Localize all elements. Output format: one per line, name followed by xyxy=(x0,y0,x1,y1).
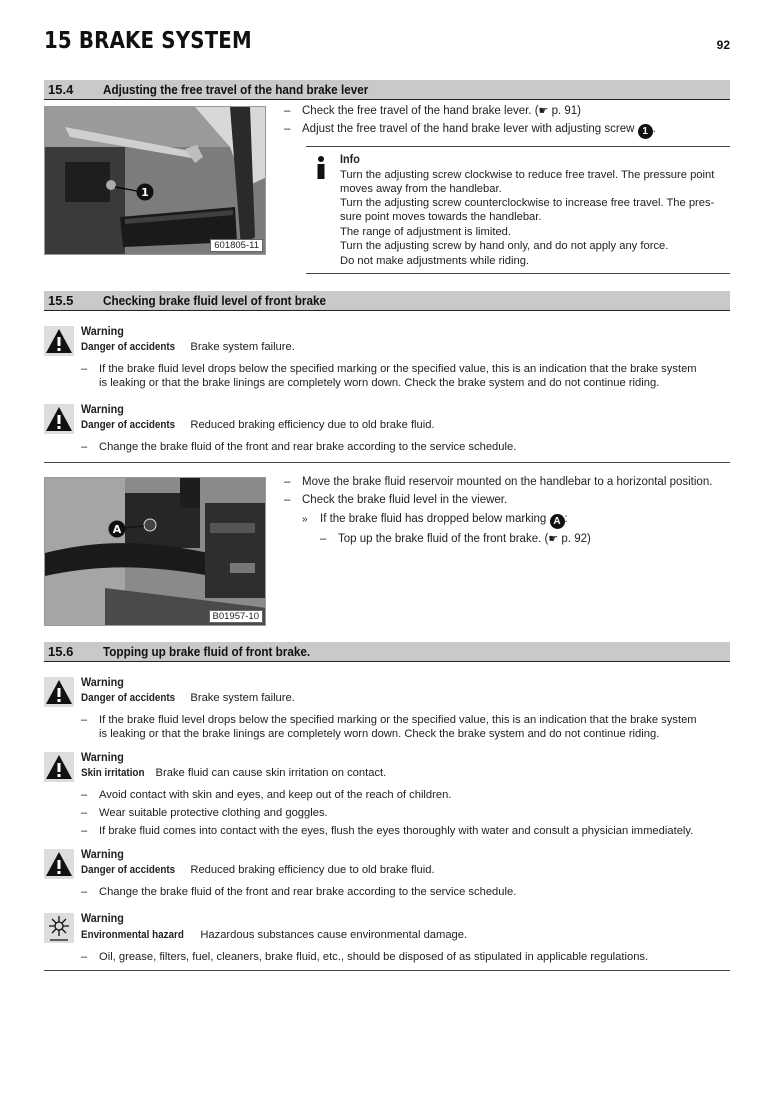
warning-instruction: – If the brake fluid level drops below the specified marking or the specified value, this is an indication that the brake system xyxy=(81,714,697,726)
hand-brake-lever-photo xyxy=(44,106,266,255)
warning-title: Warning xyxy=(81,324,124,338)
warning-title: Warning xyxy=(81,402,124,416)
environmental-hazard-icon xyxy=(44,913,74,943)
photo-callout-1: 1 xyxy=(141,186,149,199)
section-number: 15.5 xyxy=(48,293,74,308)
page-reference-link[interactable]: p. 92) xyxy=(561,533,591,545)
info-line: The range of adjustment is limited. xyxy=(340,226,512,238)
divider xyxy=(44,462,730,463)
warning-triangle-icon xyxy=(44,752,74,782)
section-15-5-header xyxy=(44,291,730,311)
warning-subtitle: Danger of accidents Reduced braking efficiency due to old brake fluid. xyxy=(81,419,435,431)
page-reference-icon: ☛ xyxy=(548,533,559,545)
warning-triangle-icon xyxy=(44,404,74,434)
warning-instruction: – Oil, grease, filters, fuel, cleaners, brake fluid, etc., should be disposed of as stipulated in applicable regulations. xyxy=(81,951,649,963)
warning-title: Warning xyxy=(81,911,124,925)
step-check-level: – Check the brake fluid level in the viewer. xyxy=(284,494,508,506)
step-top-up: – Top up the brake fluid of the front brake. (☛ p. 92) xyxy=(320,533,591,545)
warning-instruction: – If the brake fluid level drops below the specified marking or the specified value, this is an indication that the brake system xyxy=(81,363,697,375)
callout-badge-1: 1 xyxy=(638,124,653,139)
warning-subtitle: Danger of accidents Brake system failure. xyxy=(81,692,295,704)
info-line: sure point moves towards the handlebar. xyxy=(340,211,542,223)
warning-triangle-icon xyxy=(44,326,74,356)
info-icon xyxy=(312,155,330,179)
hand-brake-lever-illustration xyxy=(45,107,266,255)
section-15-4-header xyxy=(44,80,730,100)
warning-instruction-cont: is leaking or that the brake linings are completely worn down. Check the brake system and do not continue riding. xyxy=(99,377,660,389)
brake-fluid-reservoir-illustration xyxy=(45,478,266,626)
photo-code: 601805-11 xyxy=(210,239,263,252)
info-line: Turn the adjusting screw counterclockwise to increase free travel. The pres- xyxy=(340,197,715,209)
page-number: 92 xyxy=(716,38,730,52)
page-header xyxy=(44,28,730,58)
chapter-title: 15 BRAKE SYSTEM xyxy=(44,28,252,54)
step-adjust-free-travel: – Adjust the free travel of the hand brake lever with adjusting screw 1 . xyxy=(284,123,656,137)
callout-badge-a: A xyxy=(550,514,565,529)
divider xyxy=(44,970,730,971)
page-reference-icon: ☛ xyxy=(538,105,549,117)
warning-subtitle: Danger of accidents Brake system failure. xyxy=(81,341,295,353)
info-line: Turn the adjusting screw by hand only, and do not apply any force. xyxy=(340,240,669,252)
info-line: Do not make adjustments while riding. xyxy=(340,255,530,267)
section-15-6-header xyxy=(44,642,730,662)
warning-title: Warning xyxy=(81,750,124,764)
section-number: 15.6 xyxy=(48,644,74,659)
photo-code: B01957-10 xyxy=(209,610,263,623)
warning-instruction: – If brake fluid comes into contact with the eyes, flush the eyes thoroughly with water and consult a physician immediately. xyxy=(81,825,694,837)
warning-instruction: – Avoid contact with skin and eyes, and keep out of the reach of children. xyxy=(81,789,452,801)
step-move-reservoir: – Move the brake fluid reservoir mounted on the handlebar to a horizontal position. xyxy=(284,476,713,488)
info-box xyxy=(306,146,730,274)
section-title: Checking brake fluid level of front brake xyxy=(103,293,327,308)
info-line: moves away from the handlebar. xyxy=(340,183,502,195)
info-title: Info xyxy=(340,152,360,166)
warning-subtitle: Environmental hazard Hazardous substances cause environmental damage. xyxy=(81,929,468,941)
warning-instruction: – Change the brake fluid of the front and rear brake according to the service schedule. xyxy=(81,886,517,898)
section-title: Topping up brake fluid of front brake. xyxy=(103,644,311,659)
warning-triangle-icon xyxy=(44,849,74,879)
section-number: 15.4 xyxy=(48,82,74,97)
warning-title: Warning xyxy=(81,675,124,689)
condition-fluid-dropped: » If the brake fluid has dropped below marking A : xyxy=(302,513,568,527)
warning-instruction: – Wear suitable protective clothing and goggles. xyxy=(81,807,328,819)
warning-subtitle: Skin irritation Brake fluid can cause skin irritation on contact. xyxy=(81,767,387,779)
photo-callout-a: A xyxy=(112,523,122,536)
step-check-free-travel: – Check the free travel of the hand brake lever. (☛ p. 91) xyxy=(284,105,582,117)
warning-instruction-cont: is leaking or that the brake linings are completely worn down. Check the brake system and do not continue riding. xyxy=(99,728,660,740)
warning-subtitle: Danger of accidents Reduced braking efficiency due to old brake fluid. xyxy=(81,864,435,876)
info-line: Turn the adjusting screw clockwise to reduce free travel. The pressure point xyxy=(340,169,715,181)
brake-fluid-reservoir-photo xyxy=(44,477,266,626)
warning-instruction: – Change the brake fluid of the front and rear brake according to the service schedule. xyxy=(81,441,517,453)
warning-triangle-icon xyxy=(44,677,74,707)
section-title: Adjusting the free travel of the hand brake lever xyxy=(103,82,369,97)
warning-title: Warning xyxy=(81,847,124,861)
page-reference-link[interactable]: p. 91) xyxy=(551,105,582,117)
